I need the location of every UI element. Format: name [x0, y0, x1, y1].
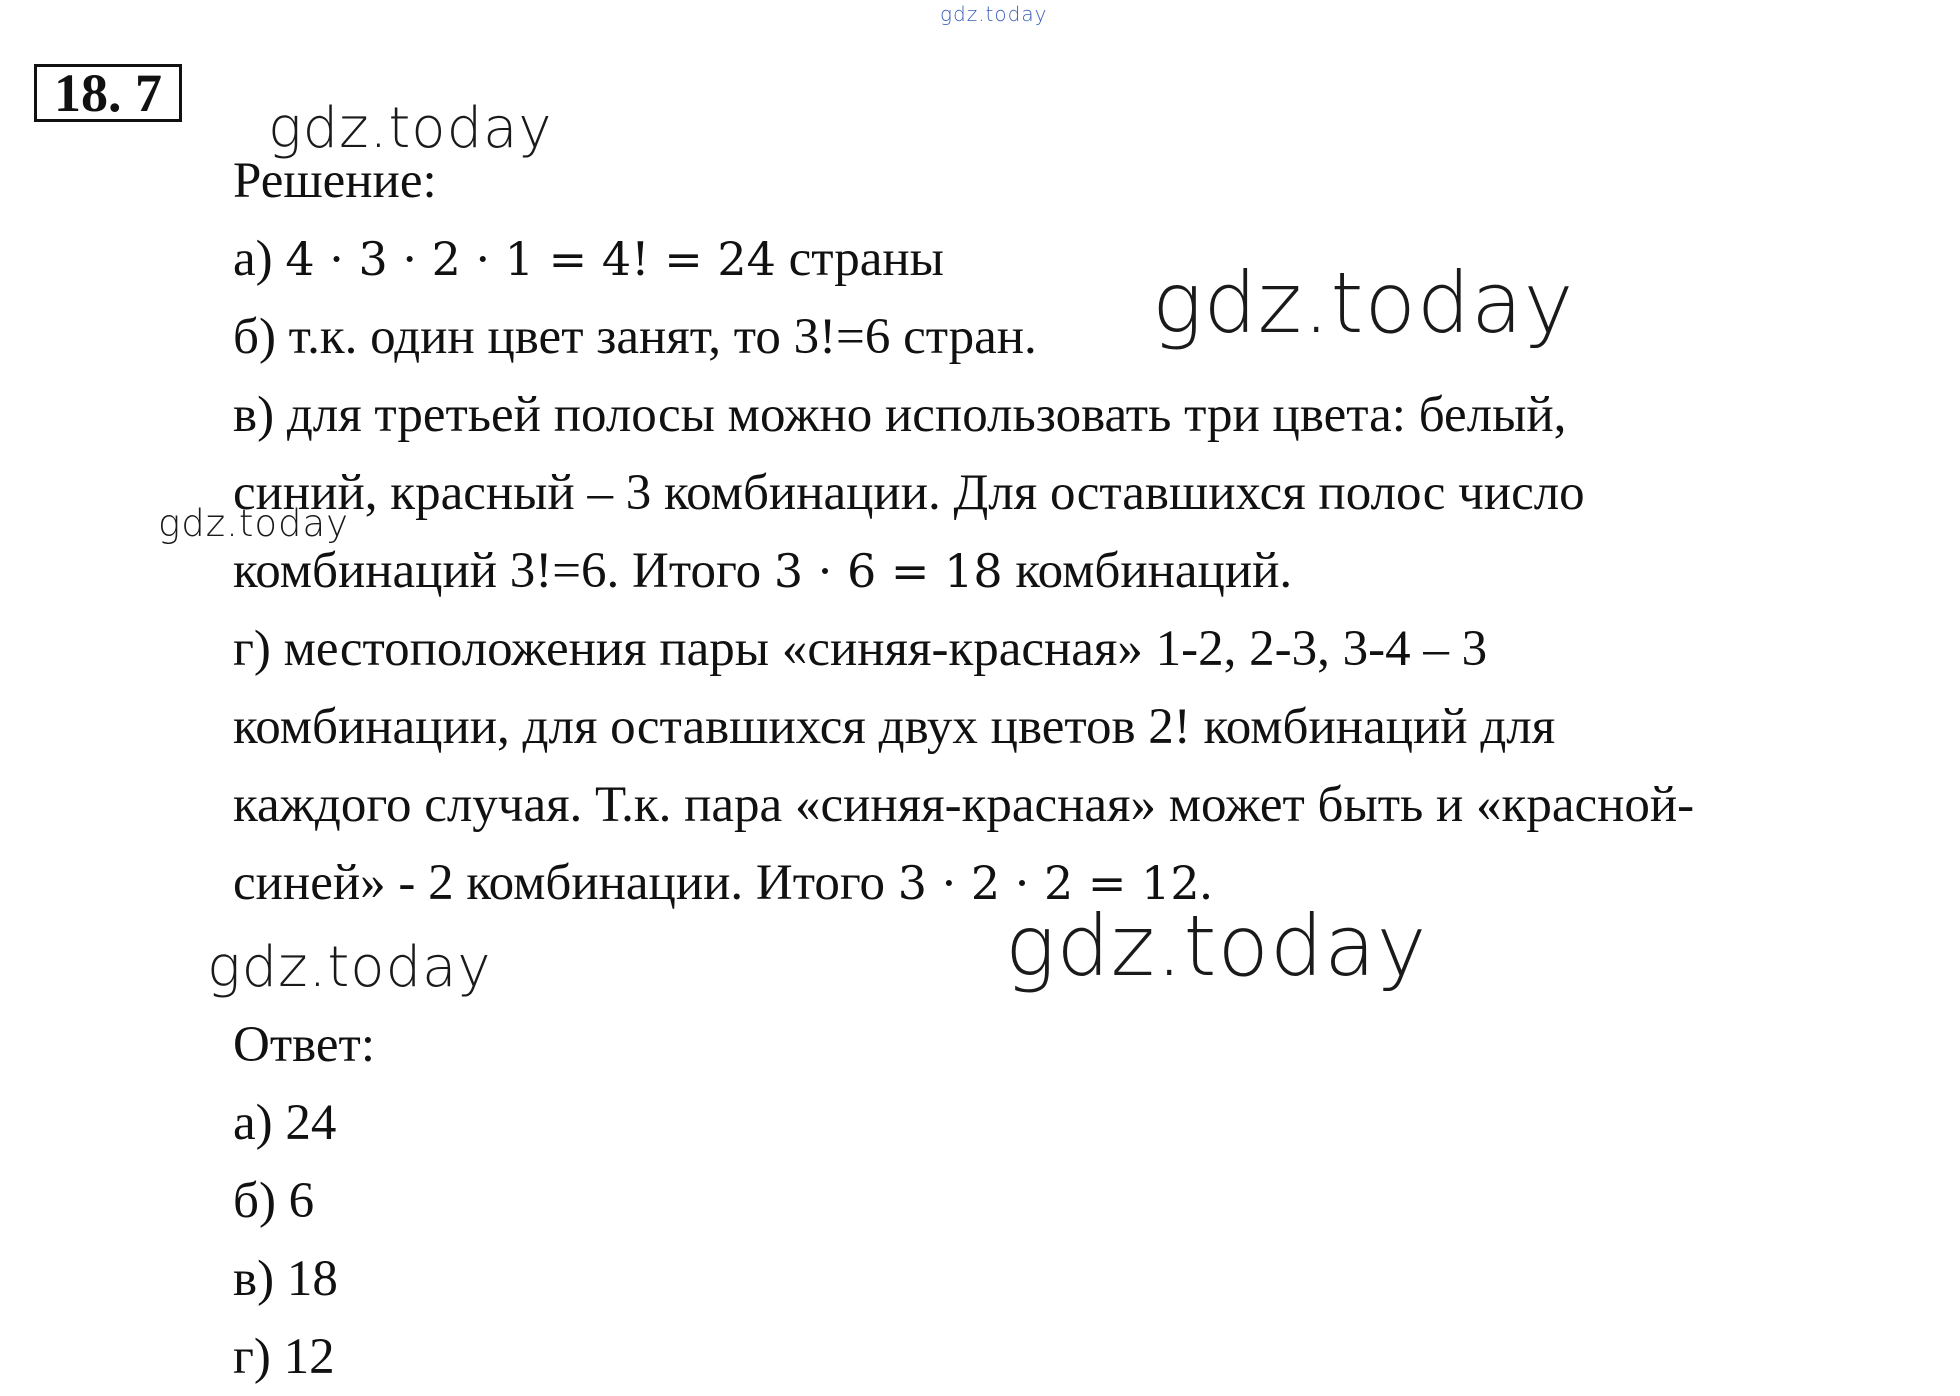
- answer-part-v: в) 18: [233, 1251, 338, 1307]
- watermark-2: gdz.today: [1152, 254, 1575, 352]
- task-number: 18. 7: [54, 63, 162, 123]
- answer-heading: Ответ:: [233, 1017, 375, 1073]
- answer-part-a: а) 24: [233, 1095, 337, 1151]
- solution-part-a: [233, 220, 1933, 298]
- solution-content: [233, 142, 1933, 1396]
- solution-part-b: б) т.к. один цвет занят, то 3!=6 стран.: [233, 309, 1037, 365]
- solution-part-a-suffix: страны: [775, 231, 944, 287]
- watermark-5: gdz.today: [1005, 897, 1428, 995]
- solution-part-v-line-2: синий, красный – 3 комбинации. Для оставшихся полос число: [233, 465, 1585, 521]
- solution-part-a-prefix: а): [233, 231, 286, 287]
- watermark-4: gdz.today: [207, 935, 492, 1000]
- watermark-3: gdz.today: [158, 502, 350, 545]
- solution-part-v-line-3-suffix: комбинаций.: [1002, 543, 1293, 599]
- watermark-top: gdz.today: [940, 2, 1048, 26]
- solution-part-g-line-4-suffix: .: [1199, 855, 1213, 911]
- solution-part-g-line-1: г) местоположения пары «синяя-красная» 1-2, 2-3, 3-4 – 3: [233, 621, 1488, 677]
- solution-part-a-math: 4 · 3 · 2 · 1 = 4! = 24: [285, 232, 776, 286]
- answer-part-b: б) 6: [233, 1173, 315, 1229]
- solution-part-g-line-4-prefix: синей» - 2 комбинации. Итого: [233, 855, 898, 911]
- task-number-box: [34, 64, 182, 122]
- solution-part-v-line-1: в) для третьей полосы можно использовать три цвета: белый,: [233, 387, 1567, 443]
- solution-part-v-math: 3 · 6 = 18: [773, 544, 1003, 598]
- solution-part-g-line-3: каждого случая. Т.к. пара «синяя-красная» может быть и «красной-: [233, 777, 1695, 833]
- watermark-1: gdz.today: [268, 96, 553, 161]
- solution-heading: Решение:: [233, 153, 437, 209]
- answer-part-g: г) 12: [233, 1329, 335, 1385]
- solution-part-g-line-2: комбинации, для оставшихся двух цветов 2! комбинаций для: [233, 699, 1556, 755]
- solution-part-g-math: 3 · 2 · 2 = 12: [897, 856, 1200, 910]
- solution-part-v-line-3: [233, 532, 1933, 610]
- solution-part-v-line-3-prefix: комбинаций 3!=6. Итого: [233, 543, 774, 599]
